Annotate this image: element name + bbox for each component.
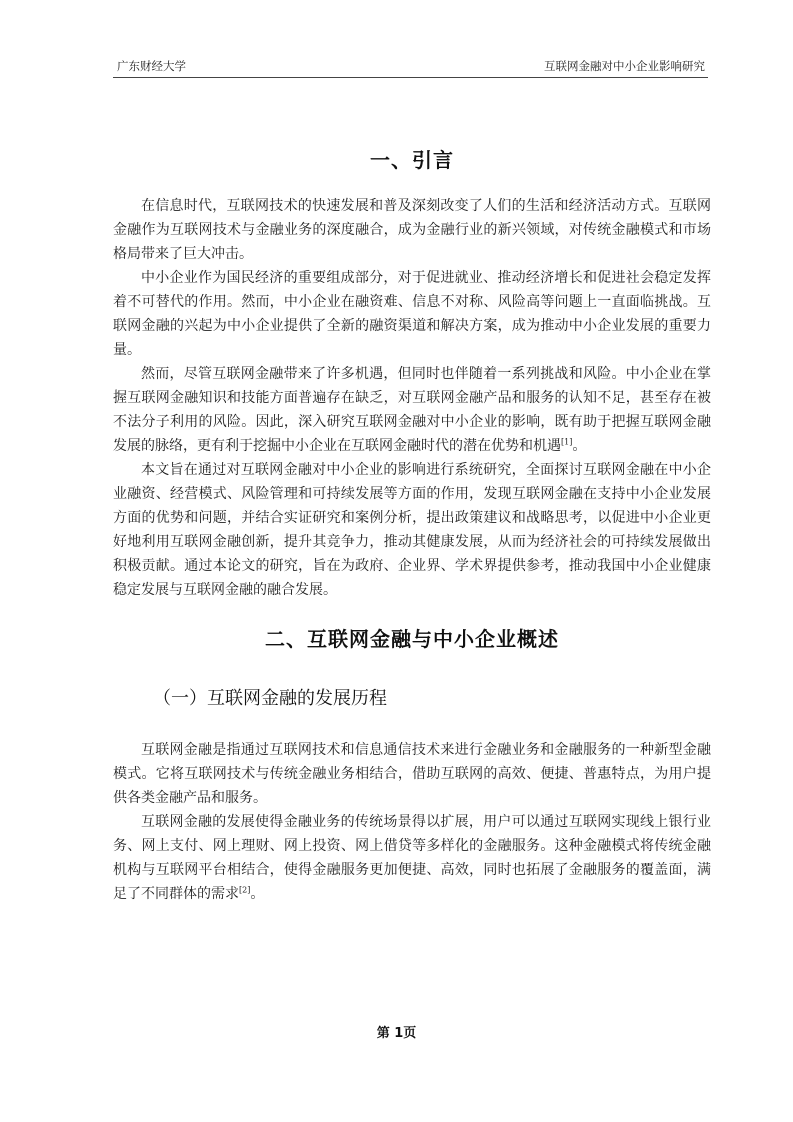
- body-content: [113, 140, 711, 906]
- paragraph-end: 。: [250, 886, 265, 902]
- paragraph: [113, 810, 711, 906]
- header-divider: [113, 77, 708, 78]
- citation-ref: [1]: [561, 437, 573, 447]
- citation-ref: [2]: [239, 885, 251, 895]
- paragraph: 中小企业作为国民经济的重要组成部分，对于促进就业、推动经济增长和促进社会稳定发挥着不可替代的作用。然而，中小企业在融资难、信息不对称、风险高等问题上一直面临挑战。互联网金融的兴起为中小企业提供了全新的融资渠道和解决方案，成为推动中小企业发展的重要力量。: [113, 270, 711, 358]
- paragraph-text: 互联网金融的发展使得金融业务的传统场景得以扩展，用户可以通过互联网实现线上银行业务、网上支付、网上理财、网上投资、网上借贷等多样化的金融服务。这种金融模式将传统金融机构与互联网平台相结合，使得金融服务更加便捷、高效，同时也拓展了金融服务的覆盖面，满足了不同群体的需求: [113, 814, 711, 902]
- page-number: 第 1页: [376, 1026, 417, 1041]
- section-title-introduction: 一、引言: [370, 148, 454, 172]
- paragraph: 在信息时代，互联网技术的快速发展和普及深刻改变了人们的生活和经济活动方式。互联网金融作为互联网技术与金融业务的深度融合，成为金融行业的新兴领域，对传统金融模式和市场格局带来了巨大冲击。: [113, 198, 711, 262]
- section-title-overview: 二、互联网金融与中小企业概述: [265, 627, 559, 651]
- paragraph: 互联网金融是指通过互联网技术和信息通信技术来进行金融业务和金融服务的一种新型金融模式。它将互联网技术与传统金融业务相结合，借助互联网的高效、便捷、普惠特点，为用户提供各类金融产品和服务。: [113, 742, 711, 806]
- paragraph-text: 然而，尽管互联网金融带来了许多机遇，但同时也伴随着一系列挑战和风险。中小企业在掌握互联网金融知识和技能方面普遍存在缺乏，对互联网金融产品和服务的认知不足，甚至存在被不法分子利用的风险。因此，深入研究互联网金融对中小企业的影响，既有助于把握互联网金融发展的脉络，更有利于挖掘中小企业在互联网金融时代的潜在优势和机遇: [113, 366, 711, 454]
- paragraph-end: 。: [572, 438, 587, 454]
- header-university: 广东财经大学: [117, 61, 186, 73]
- subsection-title-history: （一）互联网金融的发展历程: [153, 688, 387, 709]
- page-header: [117, 58, 705, 76]
- header-paper-title: 互联网金融对中小企业影响研究: [544, 61, 705, 73]
- paragraph: [113, 362, 711, 458]
- paragraph: 本文旨在通过对互联网金融对中小企业的影响进行系统研究，全面探讨互联网金融在中小企业融资、经营模式、风险管理和可持续发展等方面的作用，发现互联网金融在支持中小企业发展方面的优势和问题，并结合实证研究和案例分析，提出政策建议和战略思考，以促进中小企业更好地利用互联网金融创新，提升其竞争力，推动其健康发展，从而为经济社会的可持续发展做出积极贡献。通过本论文的研究，旨在为政府、企业界、学术界提供参考，推动我国中小企业健康稳定发展与互联网金融的融合发展。: [113, 462, 711, 598]
